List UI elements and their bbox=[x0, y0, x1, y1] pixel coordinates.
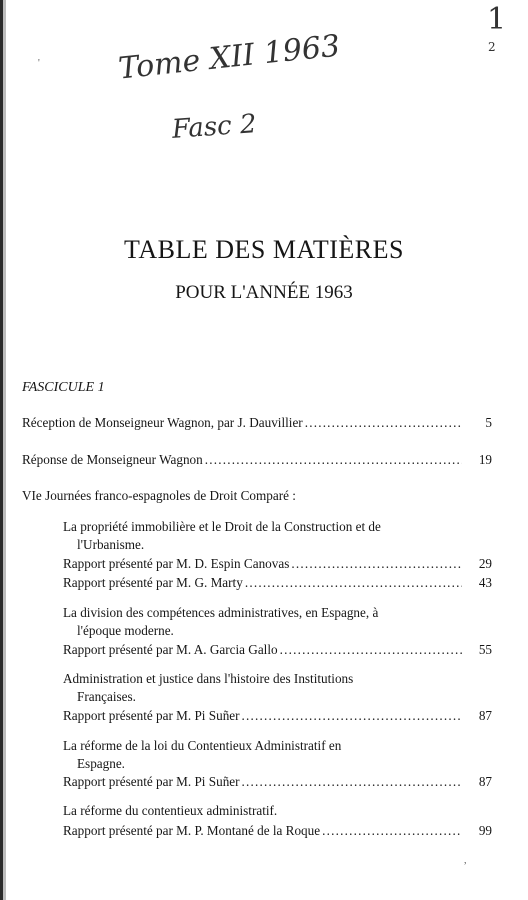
stray-mark: , bbox=[464, 855, 467, 866]
topic-title-line-2: l'Urbanisme. bbox=[77, 537, 145, 552]
topic-title bbox=[63, 737, 483, 773]
topic-title-line-1: La réforme du contentieux administratif. bbox=[63, 803, 278, 818]
leader-dots bbox=[280, 642, 462, 658]
report-label: Rapport présenté par M. G. Marty bbox=[63, 575, 243, 590]
toc-entry-page: 5 bbox=[485, 415, 492, 430]
section-heading: FASCICULE 1 bbox=[22, 380, 105, 395]
report-label: Rapport présenté par M. Pi Suñer bbox=[63, 708, 240, 723]
topic-title bbox=[63, 518, 483, 554]
report-label: Rapport présenté par M. A. Garcia Gallo bbox=[63, 642, 278, 657]
report-label: Rapport présenté par M. D. Espin Canovas bbox=[63, 556, 290, 571]
toc-entry bbox=[22, 415, 492, 431]
leader-dots bbox=[245, 575, 462, 591]
report-page: 87 bbox=[478, 774, 492, 789]
topic-title-line-2: Françaises. bbox=[77, 689, 136, 704]
handwritten-fascicle-note: Fasc 2 bbox=[171, 109, 258, 145]
topic-title bbox=[63, 604, 483, 640]
report-entry bbox=[63, 556, 492, 572]
report-label: Rapport présenté par M. P. Montané de la Roque bbox=[63, 823, 321, 838]
topic-title bbox=[63, 670, 483, 706]
report-entry bbox=[63, 774, 492, 790]
topic-title-line-2: l'époque moderne. bbox=[77, 623, 174, 638]
report-entry bbox=[63, 575, 492, 591]
toc-entry bbox=[22, 452, 492, 468]
page-title: TABLE DES MATIÈRES bbox=[124, 235, 404, 264]
handwritten-page-number-2: 2 bbox=[488, 40, 496, 54]
handwritten-page-number: 1 bbox=[487, 2, 507, 37]
journees-heading-text: VIe Journées franco-espagnoles de Droit Comparé : bbox=[22, 488, 296, 503]
report-page: 55 bbox=[478, 642, 492, 657]
report-entry bbox=[63, 642, 492, 658]
leader-dots bbox=[305, 415, 462, 431]
leader-dots bbox=[242, 774, 462, 790]
toc-entry-page: 19 bbox=[478, 452, 492, 467]
toc-entry-label: Réception de Monseigneur Wagnon, par J. Dauvillier bbox=[22, 415, 303, 430]
report-page: 29 bbox=[478, 556, 492, 571]
report-label: Rapport présenté par M. Pi Suñer bbox=[63, 774, 240, 789]
journees-heading bbox=[22, 488, 296, 504]
leader-dots bbox=[291, 556, 462, 572]
topic-title-line-1: La division des compétences administratives, en Espagne, à bbox=[63, 605, 379, 620]
stray-mark: ' bbox=[38, 58, 40, 69]
topic-title-line-1: La réforme de la loi du Contentieux Administratif en bbox=[63, 738, 342, 753]
report-entry bbox=[63, 708, 492, 724]
handwritten-volume-note: Tome XII 1963 bbox=[116, 28, 342, 87]
leader-dots bbox=[205, 452, 462, 468]
report-entry bbox=[63, 823, 492, 839]
topic-title bbox=[63, 802, 483, 820]
toc-entry-label: Réponse de Monseigneur Wagnon bbox=[22, 452, 203, 467]
page-subtitle: POUR L'ANNÉE 1963 bbox=[175, 282, 353, 303]
report-page: 87 bbox=[478, 708, 492, 723]
report-page: 99 bbox=[478, 823, 492, 838]
scan-edge-shadow bbox=[3, 0, 6, 900]
leader-dots bbox=[322, 823, 462, 839]
leader-dots bbox=[242, 708, 462, 724]
topic-title-line-2: Espagne. bbox=[77, 756, 125, 771]
report-page: 43 bbox=[478, 575, 492, 590]
topic-title-line-1: Administration et justice dans l'histoire des Institutions bbox=[63, 671, 354, 686]
topic-title-line-1: La propriété immobilière et le Droit de la Construction et de bbox=[63, 519, 381, 534]
